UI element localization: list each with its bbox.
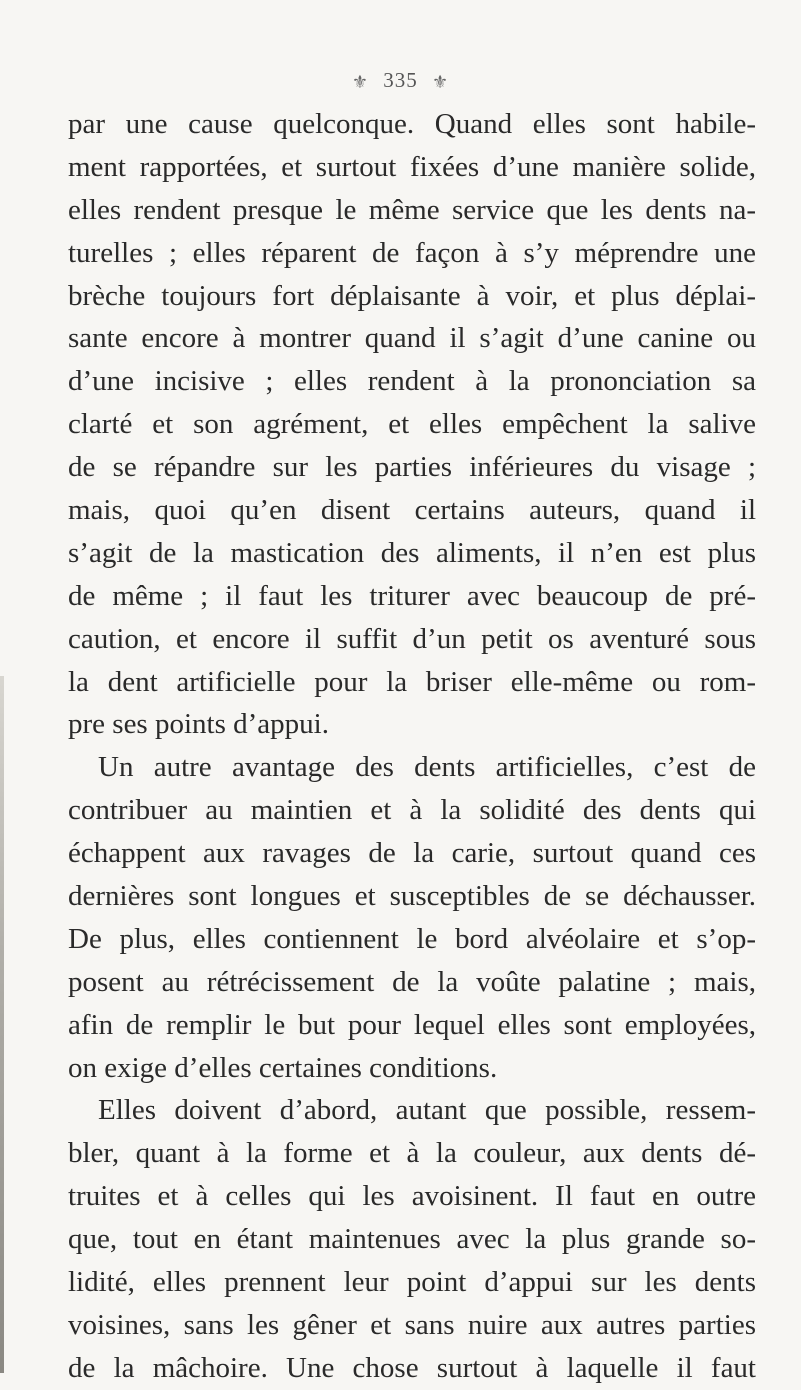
text-line: pre ses points d’appui. — [68, 708, 329, 741]
text-line: De plus, elles contiennent le bord alvéolaire et s’op- — [68, 922, 756, 955]
text-line: de se répandre sur les parties inférieures du visage ; — [68, 451, 756, 484]
body-text — [68, 103, 756, 1390]
text-line: Un autre avantage des dents artificielles, c’est de — [98, 751, 756, 784]
text-line: mais, quoi qu’en disent certains auteurs, quand il — [68, 494, 756, 527]
text-line: que, tout en étant maintenues avec la plus grande so- — [68, 1223, 756, 1256]
text-line: voisines, sans les gêner et sans nuire aux autres parties — [68, 1308, 756, 1341]
text-line: lidité, elles prennent leur point d’appui sur les dents — [68, 1266, 756, 1299]
ornament-left-icon: ⚜ — [351, 71, 369, 92]
ornament-right-icon: ⚜ — [432, 71, 450, 92]
page-header — [0, 68, 801, 93]
text-line: dernières sont longues et susceptibles de se déchausser. — [68, 880, 756, 913]
text-line: Elles doivent d’abord, autant que possible, ressem- — [98, 1094, 756, 1127]
page-edge-shadow — [0, 676, 4, 1373]
text-line: de la mâchoire. Une chose surtout à laquelle il faut — [68, 1351, 756, 1384]
text-line: échappent aux ravages de la carie, surtout quand ces — [68, 837, 756, 870]
text-line: s’agit de la mastication des aliments, il n’en est plus — [68, 536, 756, 569]
text-line: elles rendent presque le même service que les dents na- — [68, 193, 756, 226]
text-line: brèche toujours fort déplaisante à voir, et plus déplai- — [68, 279, 756, 312]
text-line: la dent artificielle pour la briser elle-même ou rom- — [68, 665, 756, 698]
text-line: clarté et son agrément, et elles empêchent la salive — [68, 408, 756, 441]
text-line: caution, et encore il suffit d’un petit os aventuré sous — [68, 622, 756, 655]
text-line: ment rapportées, et surtout fixées d’une manière solide, — [68, 150, 756, 183]
text-line: truites et à celles qui les avoisinent. Il faut en outre — [68, 1180, 756, 1213]
text-line: afin de remplir le but pour lequel elles sont employées, — [68, 1008, 756, 1041]
page-number: 335 — [383, 68, 418, 92]
text-line: on exige d’elles certaines conditions. — [68, 1051, 498, 1084]
text-line: contribuer au maintien et à la solidité des dents qui — [68, 794, 756, 827]
text-line: par une cause quelconque. Quand elles sont habile- — [68, 108, 756, 140]
text-line: bler, quant à la forme et à la couleur, aux dents dé- — [68, 1137, 756, 1170]
text-line: sante encore à montrer quand il s’agit d’une canine ou — [68, 322, 756, 355]
text-line: turelles ; elles réparent de façon à s’y méprendre une — [68, 236, 756, 269]
text-line: posent au rétrécissement de la voûte palatine ; mais, — [68, 965, 756, 998]
text-line: de même ; il faut les triturer avec beaucoup de pré- — [68, 579, 756, 612]
text-line: d’une incisive ; elles rendent à la prononciation sa — [68, 365, 756, 398]
